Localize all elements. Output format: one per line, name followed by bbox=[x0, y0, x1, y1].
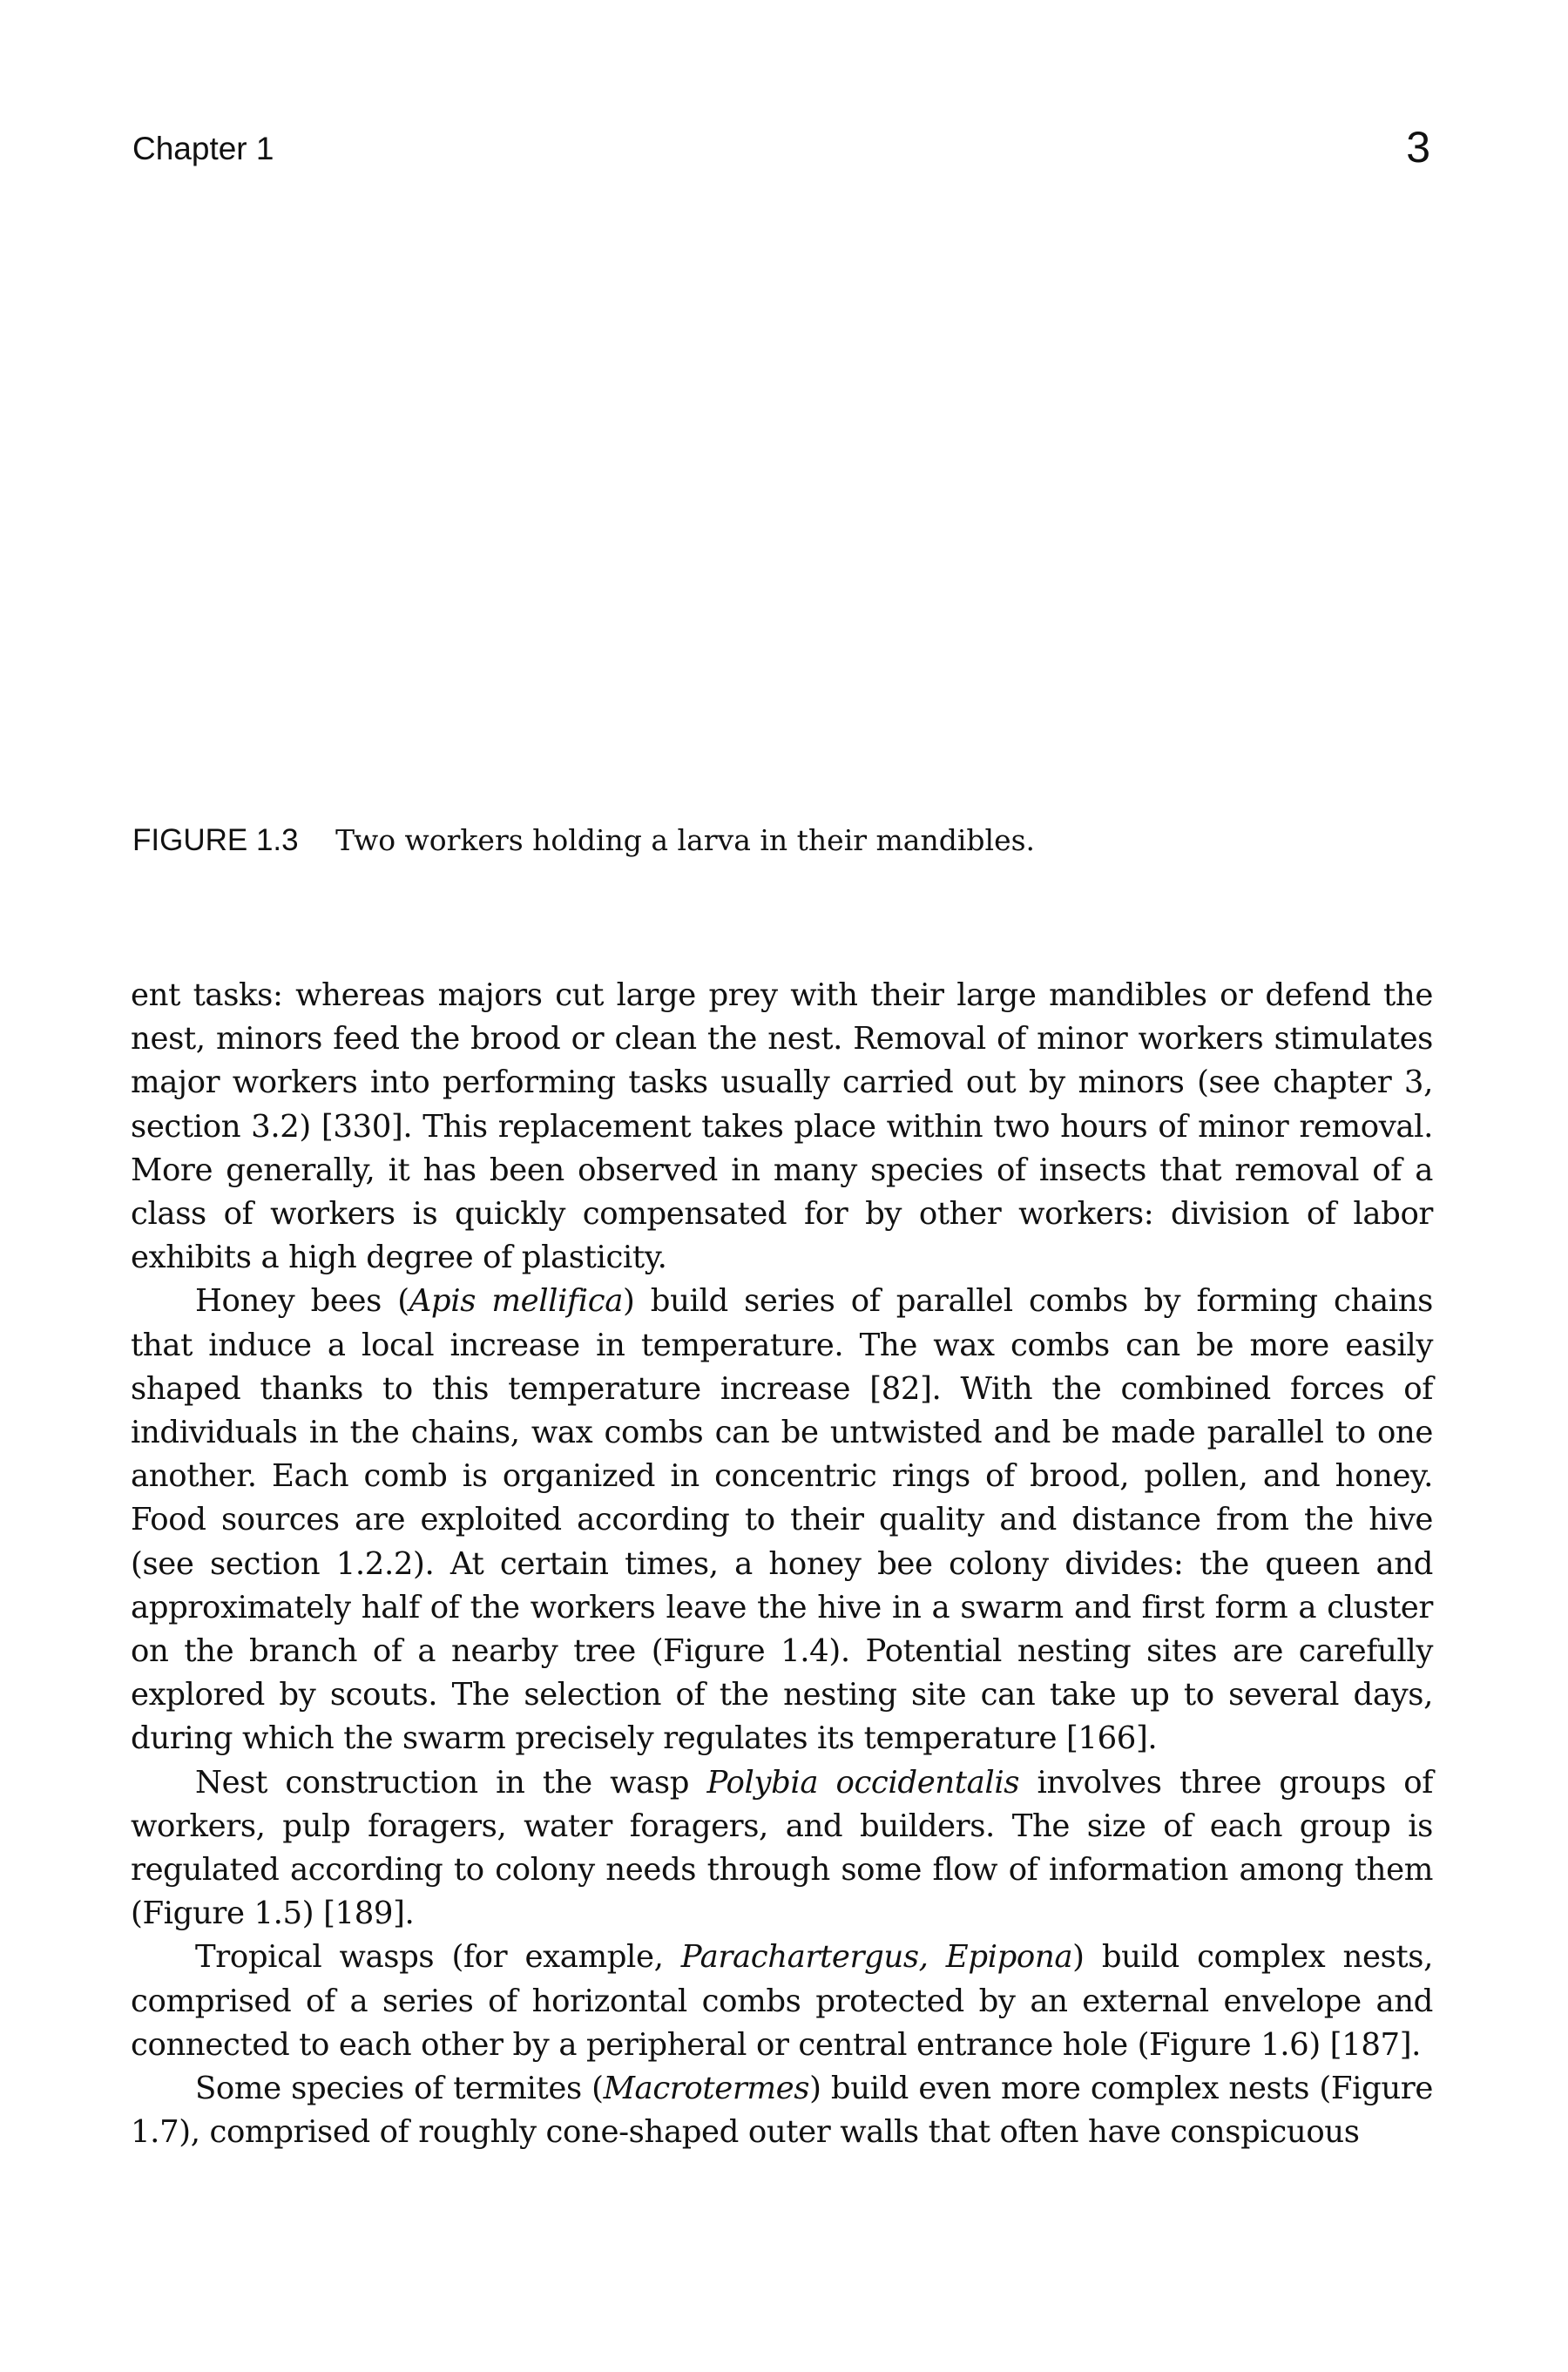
species-name: Apis mellifica bbox=[409, 1283, 624, 1320]
paragraph-text: ent tasks: whereas majors cut large prey with their large mandibles or defend the nest, minors feed the brood or clean the nest. Removal of minor workers stimulates major workers into performing tasks usually carried out by minors (see chapter 3, section 3.2) [330]. This replacement takes place within two hours of minor removal. More generally, it has been observed in many species of insects that removal of a class of workers is quickly compensated for by other workers: division of labor exhibits a high degree of plasticity. bbox=[131, 977, 1433, 1276]
figure-image-area bbox=[132, 200, 1430, 810]
paragraph-text: Honey bees ( bbox=[195, 1283, 409, 1320]
paragraph-text: ) build even more complex nests (Figure 1.7), comprised of roughly cone-shaped outer walls that often have conspicuous bbox=[131, 2071, 1433, 2151]
paragraph-1 bbox=[131, 974, 1433, 1280]
paragraph-2 bbox=[131, 1280, 1433, 1760]
paragraph-5 bbox=[131, 2067, 1433, 2154]
paragraph-3 bbox=[131, 1761, 1433, 1936]
page-number: 3 bbox=[1406, 123, 1430, 172]
paragraph-text: Some species of termites ( bbox=[195, 2071, 604, 2107]
body-text bbox=[131, 974, 1433, 2154]
figure-label: FIGURE 1.3 bbox=[132, 823, 299, 857]
species-name: Parachartergus, Epipona bbox=[680, 1939, 1073, 1976]
figure-caption-text: Two workers holding a larva in their mandibles. bbox=[335, 823, 1036, 857]
paragraph-text: Tropical wasps (for example, bbox=[195, 1939, 681, 1976]
species-name: Polybia occidentalis bbox=[706, 1764, 1020, 1801]
paragraph-text: ) build series of parallel combs by forming chains that induce a local increase in temperature. The wax combs can be more easily shaped thanks to this temperature increase [82]. With the combined forces of individuals in the chains, wax combs can be untwisted and be made parallel to one another. Each comb is organized in concentric rings of brood, pollen, and honey. Food sources are exploited according to their quality and distance from the hive (see section 1.2.2). At certain times, a honey bee colony divides: the queen and approximately half of the workers leave the hive in a swarm and first form a cluster on the branch of a nearby tree (Figure 1.4). Potential nesting sites are carefully explored by scouts. The selection of the nesting site can take up to several days, during which the swarm precisely regulates its temperature [166]. bbox=[131, 1283, 1434, 1757]
paragraph-text: ) build complex nests, comprised of a series of horizontal combs protected by an external envelope and connected to each other by a peripheral or central entrance hole (Figure 1.6) [187]. bbox=[131, 1939, 1434, 2063]
paragraph-4 bbox=[131, 1936, 1433, 2067]
running-head: Chapter 1 bbox=[132, 131, 274, 166]
paragraph-text: Nest construction in the wasp bbox=[195, 1764, 707, 1801]
species-name: Macrotermes bbox=[603, 2071, 810, 2107]
paragraph-text: involves three groups of workers, pulp foragers, water foragers, and builders. The size of each group is regulated according to colony needs through some flow of information among them (Figure 1.5) [189]. bbox=[131, 1764, 1433, 1932]
figure-caption bbox=[132, 823, 1035, 858]
